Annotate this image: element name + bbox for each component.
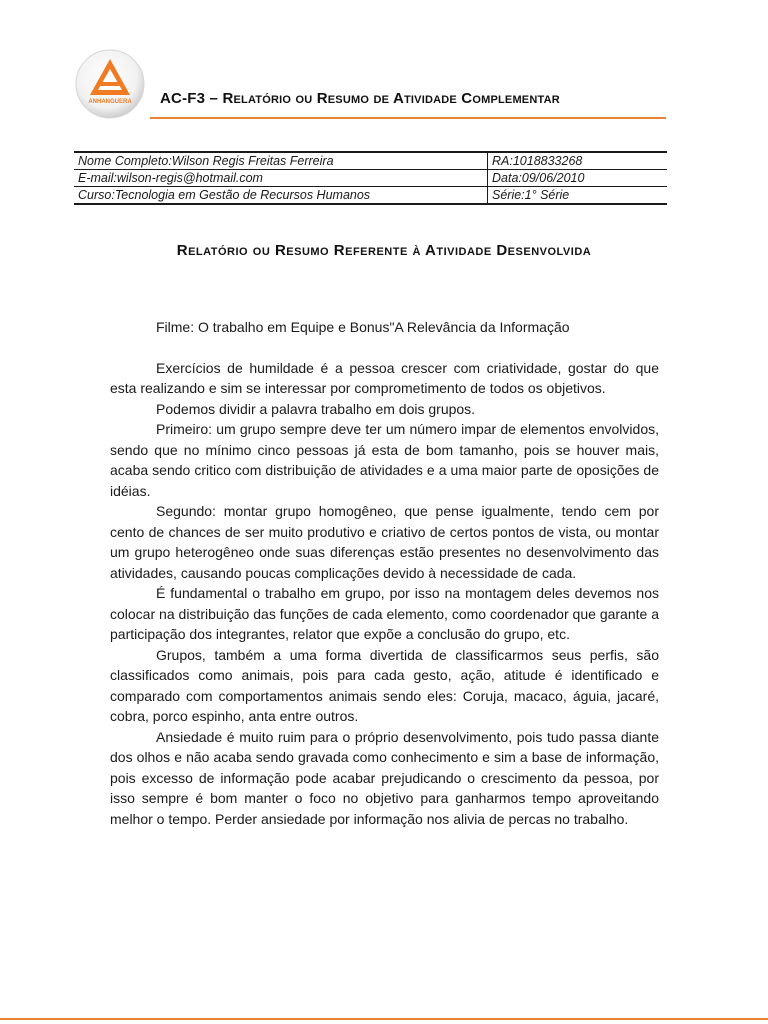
footer-divider [0, 1018, 768, 1020]
email-cell: E-mail:wilson-regis@hotmail.com [74, 170, 488, 187]
series-cell: Série:1° Série [492, 188, 570, 202]
header-divider [150, 117, 666, 119]
paragraph: Segundo: montar grupo homogêneo, que pense igualmente, tendo cem por cento de chances de ser muito produtivo e criativo de certos pontos de vista, ou montar um grupo heterogêneo onde suas diferenças estão presentes no desenvolvimento das atividades, causando poucas complicações devido à necessidade de cada. [110, 503, 659, 581]
paragraph: Exercícios de humildade é a pessoa crescer com criatividade, gostar do que esta realizando e sim se interessar por comprometimento de todos os objetivos. [110, 359, 659, 396]
student-info-table [74, 151, 667, 205]
film-title: Filme: O trabalho em Equipe e Bonus"A Relevância da Informação [156, 319, 570, 335]
paragraph: É fundamental o trabalho em grupo, por isso na montagem deles devemos nos colocar na distribuição das funções de cada elemento, como coordenador que garante a participação dos integrantes, relator que expõe a conclusão do grupo, etc. [110, 585, 659, 642]
paragraph: Podemos dividir a palavra trabalho em dois grupos. [156, 400, 476, 417]
section-title: Relatório ou Resumo Referente à Atividade Desenvolvida [176, 242, 592, 259]
document-title [160, 90, 560, 107]
table-row [74, 152, 667, 170]
paragraph: Grupos, também a uma forma divertida de classificarmos seus perfis, são classificados como animais, pois para cada gesto, ação, atitude é identificado e comparado com comportamentos animais sendo eles: Coruja, macaco, águia, jacaré, cobra, porco espinho, anta entre outros. [110, 646, 659, 724]
logo-text: ANHANGUERA [88, 99, 132, 105]
anhanguera-logo [75, 49, 145, 119]
report-body [110, 317, 659, 829]
paragraph: Primeiro: um grupo sempre deve ter um número impar de elementos envolvidos, sendo que no mínimo cinco pessoas já esta de bom tamanho, pois se houver mais, acaba sendo critico com distribuição de atividades e a uma maior parte de oposições de idéias. [110, 421, 659, 499]
table-row [74, 187, 667, 205]
full-name-cell: Nome Completo:Wilson Regis Freitas Ferreira [74, 152, 488, 170]
document-title-code: AC-F3 – [160, 90, 223, 107]
table-row [74, 170, 667, 187]
ra-cell: RA:1018833268 [488, 152, 668, 170]
course-cell: Curso:Tecnologia em Gestão de Recursos Humanos [74, 187, 488, 205]
date-cell: Data:09/06/2010 [488, 170, 668, 187]
anhanguera-logo-icon [75, 49, 145, 119]
paragraph: Ansiedade é muito ruim para o próprio desenvolvimento, pois tudo passa diante dos olhos e não acaba sendo gravada como conhecimento e sim a base de informação, pois excesso de informação pode acabar prejudicando o crescimento da pessoa, por isso sempre é bom manter o foco no objetivo para ganharmos tempo aproveitando melhor o tempo. Perder ansiedade por informação nos alivia de percas no trabalho. [110, 728, 659, 827]
document-title-text: Relatório ou Resumo de Atividade Complementar [222, 90, 560, 107]
